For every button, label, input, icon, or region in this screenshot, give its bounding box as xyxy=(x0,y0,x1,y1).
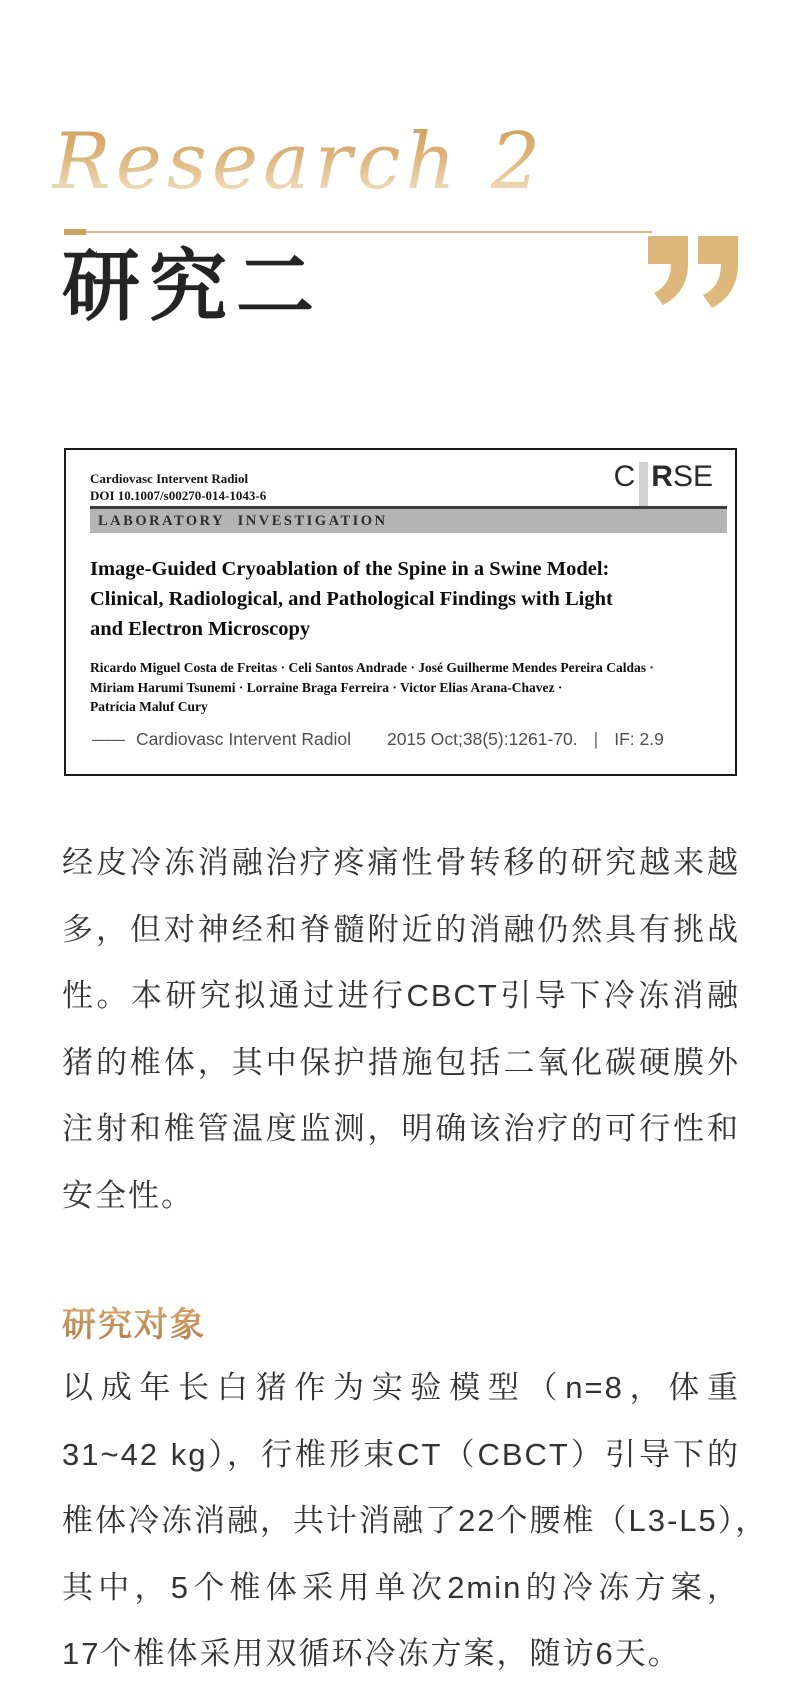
citation-impact-factor: IF: 2.9 xyxy=(614,729,664,749)
cirse-logo-se: SE xyxy=(672,460,713,493)
section-banner xyxy=(90,506,727,533)
page-title: 研究二 xyxy=(62,243,324,330)
intro-paragraph xyxy=(62,830,740,1229)
intro-line: 经皮冷冻消融治疗疼痛性骨转移的研究越来越 xyxy=(62,845,740,880)
paper-title-line: Clinical, Radiological, and Pathological Findings with Light xyxy=(90,588,613,610)
citation-separator: | xyxy=(593,729,599,749)
cirse-logo xyxy=(614,460,713,506)
study-line: 31~42 kg），行椎形束CT（CBCT）引导下的 xyxy=(62,1436,740,1472)
citation-dash: —— xyxy=(92,729,123,749)
gold-divider-cap xyxy=(64,229,86,235)
script-title: Research 2 xyxy=(52,117,546,207)
cirse-logo-r: R xyxy=(651,460,673,493)
paper-title-line: Image-Guided Cryoablation of the Spine in a Swine Model: xyxy=(90,558,610,580)
cirse-logo-bar-icon xyxy=(639,462,648,506)
intro-line: 性。本研究拟通过进行CBCT引导下冷冻消融 xyxy=(62,978,740,1013)
paper-citation xyxy=(92,729,664,750)
intro-line: 猪的椎体，其中保护措施包括二氧化碳硬膜外 xyxy=(62,1044,740,1080)
cirse-logo-c: C xyxy=(613,460,636,493)
study-line: 其中，5个椎体采用单次2min的冷冻方案， xyxy=(62,1569,740,1605)
journal-doi: DOI 10.1007/s00270-014-1043-6 xyxy=(90,488,267,503)
study-line: 17个椎体采用双循环冷冻方案，随访6天。 xyxy=(62,1636,681,1671)
study-line: 椎体冷冻消融，共计消融了22个腰椎（L3-L5）， xyxy=(62,1503,769,1538)
paper-title xyxy=(90,554,690,644)
paper-authors-line: Patrícia Maluf Cury xyxy=(90,699,208,714)
intro-line: 多，但对神经和脊髓附近的消融仍然具有挑战 xyxy=(62,911,740,947)
closing-quote-icon xyxy=(648,236,740,312)
journal-name: Cardiovasc Intervent Radiol xyxy=(90,471,249,486)
paper-authors-line: Miriam Harumi Tsunemi · Lorraine Braga Ferreira · Victor Elias Arana-Chavez · xyxy=(90,679,563,695)
citation-date-pages: 2015 Oct;38(5):1261-70. xyxy=(386,729,578,749)
intro-line: 安全性。 xyxy=(62,1177,194,1213)
study-subjects-heading: 研究对象 xyxy=(62,1302,206,1350)
journal-header xyxy=(90,470,266,504)
paper-title-line: and Electron Microscopy xyxy=(90,618,311,640)
citation-journal: Cardiovasc Intervent Radiol xyxy=(136,729,351,749)
study-subjects-paragraph xyxy=(62,1355,769,1687)
intro-line: 注射和椎管温度监测，明确该治疗的可行性和 xyxy=(62,1111,740,1146)
section-banner-label: LABORATORY INVESTIGATION xyxy=(98,513,388,529)
paper-authors-line: Ricardo Miguel Costa de Freitas · Celi Santos Andrade · José Guilherme Mendes Pereira Caldas · xyxy=(90,660,654,675)
paper-card xyxy=(64,448,737,776)
paper-authors xyxy=(90,658,715,717)
gold-divider-line xyxy=(86,231,652,233)
study-line: 以成年长白猪作为实验模型（n=8，体重 xyxy=(62,1370,740,1405)
